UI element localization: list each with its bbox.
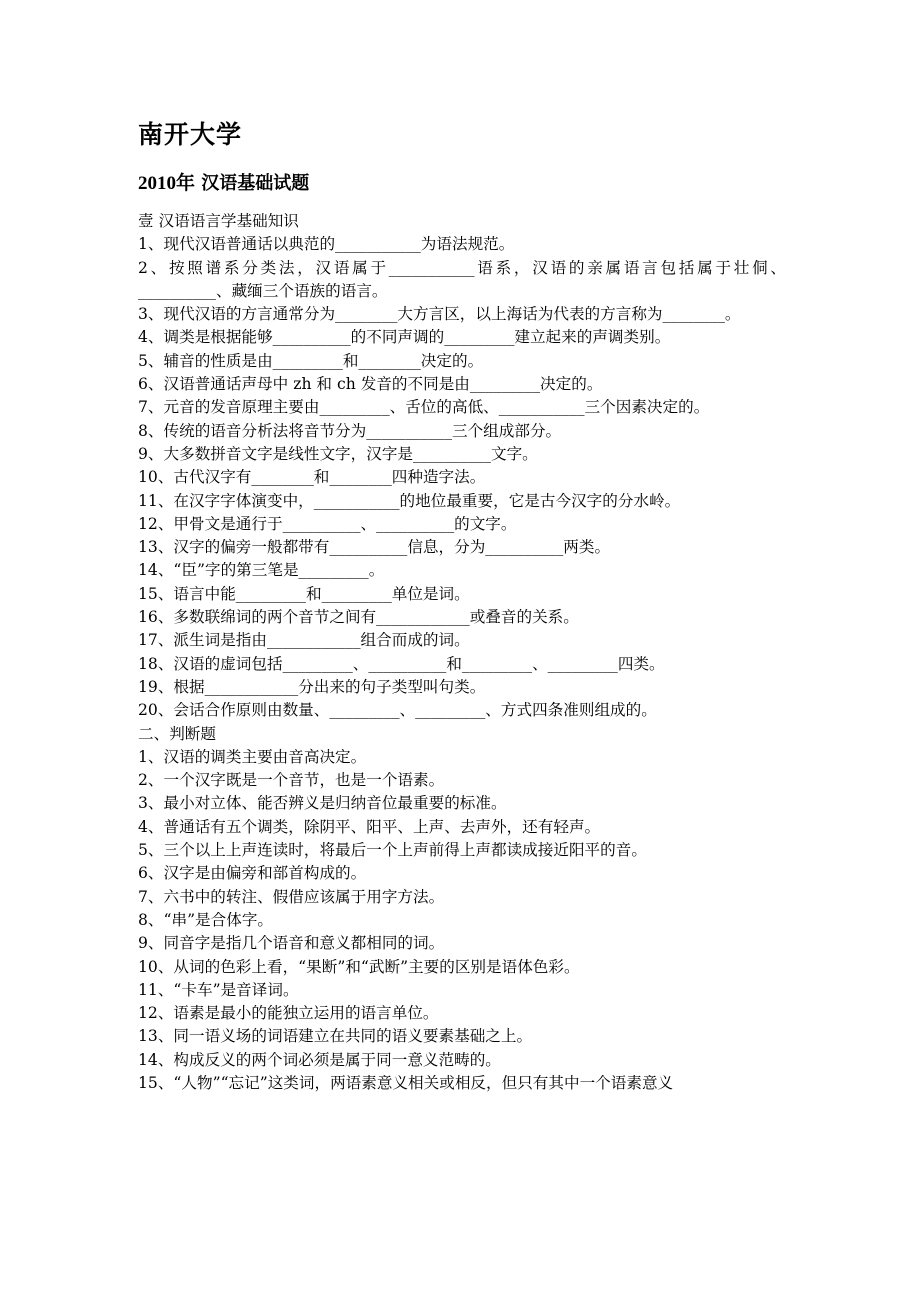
- question-item: 14、“臣”字的第三笔是_________。: [138, 561, 385, 580]
- question-item: 11、在汉字字体演变中，___________的地位最重要，它是古今汉字的分水岭。: [138, 491, 681, 510]
- question-item: 13、汉字的偏旁一般都带有__________信息，分为__________两类。: [138, 538, 611, 557]
- question-item: 5、辅音的性质是由_________和________决定的。: [138, 351, 484, 370]
- question-item: 7、六书中的转注、假借应该属于用字方法。: [138, 887, 445, 906]
- question-item: 8、传统的语音分析法将音节分为___________三个组成部分。: [138, 421, 562, 440]
- question-item: 4、普通话有五个调类，除阴平、阳平、上声、去声外，还有轻声。: [138, 817, 601, 836]
- question-item: 15、语言中能_________和_________单位是词。: [138, 584, 470, 603]
- question-item: 11、“卡车”是音译词。: [138, 980, 299, 999]
- question-item: 6、汉字是由偏旁和部首构成的。: [138, 864, 367, 883]
- section-2-heading: 二、判断题: [138, 724, 216, 743]
- question-item: 16、多数联绵词的两个音节之间有____________或叠音的关系。: [138, 608, 579, 627]
- exam-title: [138, 172, 786, 196]
- question-item: 3、最小对立体、能否辨义是归纳音位最重要的标准。: [138, 794, 507, 813]
- question-item: 2、一个汉字既是一个音节，也是一个语素。: [138, 771, 445, 790]
- exam-name: 汉语基础试题: [201, 173, 310, 194]
- question-item: 10、古代汉字有________和________四种造字法。: [138, 468, 486, 487]
- university-name: 南开大学: [138, 120, 243, 149]
- question-item: 12、语素是最小的能独立运用的语言单位。: [138, 1004, 439, 1023]
- question-item: 7、元音的发音原理主要由_________、舌位的高低、___________三个因素决定的。: [138, 398, 710, 417]
- question-item: 20、会话合作原则由数量、_________、_________、方式四条准则组成的。: [138, 701, 657, 720]
- question-item: 1、现代汉语普通话以典范的___________为语法规范。: [138, 235, 515, 254]
- question-item: 9、同音字是指几个语音和意义都相同的词。: [138, 934, 445, 953]
- question-item: 4、调类是根据能够__________的不同声调的_________建立起来的声调类别。: [138, 328, 671, 347]
- question-item: 6、汉语普通话声母中 zh 和 ch 发音的不同是由_________决定的。: [138, 375, 603, 394]
- section-1-questions: [138, 233, 786, 722]
- question-item: 1、汉语的调类主要由音高决定。: [138, 747, 367, 766]
- question-item: 15、“人物”“忘记”这类词，两语素意义相关或相反，但只有其中一个语素意义: [138, 1073, 674, 1092]
- question-item: 3、现代汉语的方言通常分为________大方言区，以上海话为代表的方言称为________。: [138, 305, 741, 324]
- question-item: 2、按照谱系分类法，汉语属于___________语系，汉语的亲属语言包括属于壮侗、__________、藏缅三个语族的语言。: [138, 258, 786, 300]
- question-item: 18、汉语的虚词包括_________、__________和_________、_________四类。: [138, 654, 665, 673]
- section-1-heading: 壹 汉语语言学基础知识: [138, 212, 299, 230]
- question-item: 14、构成反义的两个词必须是属于同一意义范畴的。: [138, 1050, 501, 1069]
- question-item: 17、派生词是指由____________组合而成的词。: [138, 631, 470, 650]
- question-item: 10、从词的色彩上看，“果断”和“武断”主要的区别是语体色彩。: [138, 957, 580, 976]
- exam-year: 2010年: [138, 173, 196, 194]
- question-item: 9、大多数拼音文字是线性文字，汉字是__________文字。: [138, 444, 538, 463]
- section-2-questions: [138, 746, 786, 1095]
- document-page: [138, 118, 786, 1095]
- question-item: 12、甲骨文是通行于__________、__________的文字。: [138, 514, 517, 533]
- question-item: 8、“串”是合体字。: [138, 910, 274, 929]
- question-item: 19、根据____________分出来的句子类型叫句类。: [138, 677, 486, 696]
- question-item: 13、同一语义场的词语建立在共同的语义要素基础之上。: [138, 1027, 533, 1046]
- question-item: 5、三个以上上声连读时，将最后一个上声前得上声都读成接近阳平的音。: [138, 841, 647, 860]
